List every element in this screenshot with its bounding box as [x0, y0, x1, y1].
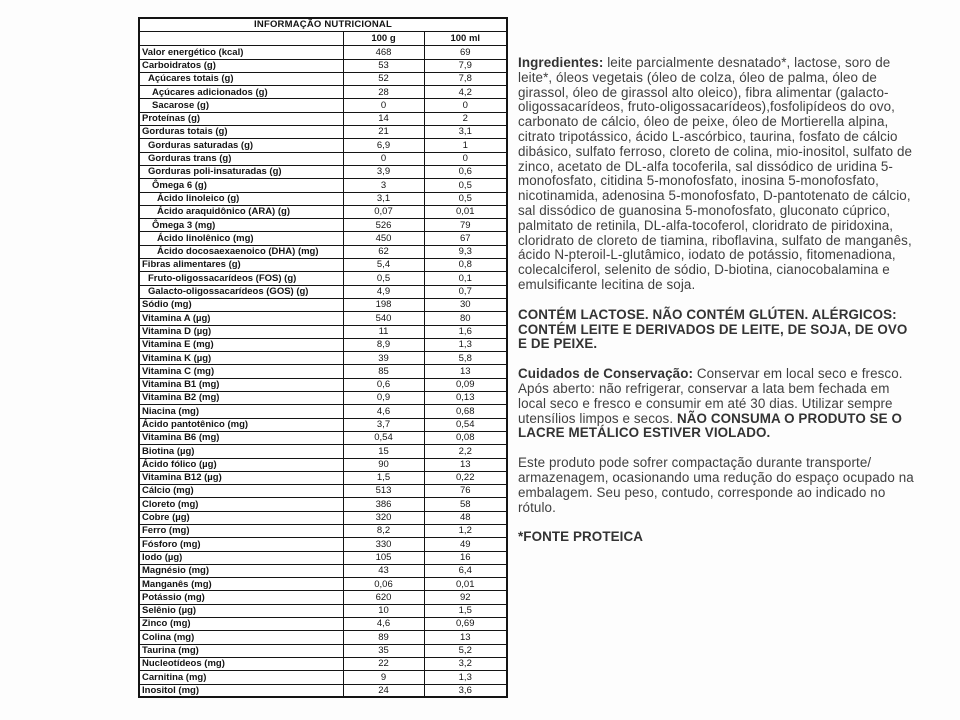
value-100ml: 0,1 [424, 272, 507, 285]
value-100g: 450 [343, 232, 424, 245]
value-100ml: 13 [424, 458, 507, 471]
nutrient-label: Valor energético (kcal) [139, 46, 343, 59]
table-title-row [139, 18, 507, 31]
value-100g: 3,1 [343, 192, 424, 205]
value-100g: 620 [343, 591, 424, 604]
value-100ml: 3,1 [424, 126, 507, 139]
nutrient-label: Manganês (mg) [139, 578, 343, 591]
table-row [139, 245, 507, 258]
table-row [139, 418, 507, 431]
nutrient-label: Taurina (mg) [139, 644, 343, 657]
value-100ml: 48 [424, 511, 507, 524]
nutrient-label: Magnésio (mg) [139, 564, 343, 577]
value-100g: 10 [343, 604, 424, 617]
nutrient-label: Gorduras saturadas (g) [139, 139, 343, 152]
info-panel [518, 56, 918, 560]
table-row [139, 405, 507, 418]
value-100ml: 13 [424, 631, 507, 644]
value-100ml: 79 [424, 219, 507, 232]
nutrient-label: Ácido linoleico (g) [139, 192, 343, 205]
table-row [139, 458, 507, 471]
value-100g: 4,9 [343, 285, 424, 298]
nutrient-label: Vitamina B12 (µg) [139, 471, 343, 484]
value-100ml: 5,2 [424, 644, 507, 657]
nutrient-label: Ômega 3 (mg) [139, 219, 343, 232]
value-100g: 540 [343, 312, 424, 325]
value-100ml: 16 [424, 551, 507, 564]
nutrient-label: Gorduras poli-insaturadas (g) [139, 165, 343, 178]
table-row [139, 524, 507, 537]
table-row [139, 259, 507, 272]
value-100ml: 67 [424, 232, 507, 245]
nutrient-label: Cobre (µg) [139, 511, 343, 524]
value-100ml: 9,3 [424, 245, 507, 258]
value-100ml: 6,4 [424, 564, 507, 577]
value-100ml: 2,2 [424, 445, 507, 458]
value-100g: 468 [343, 46, 424, 59]
ingredients-text: leite parcialmente desnatado*, lactose, soro de leite*, óleos vegetais (óleo de colza, óleo de palma, óleo de girassol, óleo de girassol alto oleico), fibra alimentar (galacto-oligossacarídeos, fruto-oligossacarídeos),fosfolipídeos do ovo, carbonato de cálcio, óleo de peixe, óleo de Mortierella alpina, citrato tripotássico, ácido L-ascórbico, taurina, fosfato de cálcio dibásico, sulfato ferroso, cloreto de colina, mio-inositol, sulfato de zinco, acetato de DL-alfa tocoferila, sal dissódico de uridina 5-monofosfato, citidina 5-monofosfato, inosina 5-monofosfato, nicotinamida, adenosina 5-monofosfato, D-pantotenato de cálcio, sal dissódico de guanosina 5-monofosfato, gluconato cúprico, palmitato de retinila, DL-alfa-tocoferol, cloridrato de piridoxina, cloridrato de cloreto de tiamina, riboflavina, sulfato de manganês, ácido N-pteroil-L-glutâmico, iodato de potássio, fitomenadiona, colecalciferol, selenito de sódio, D-biotina, cianocobalamina e emulsificante lecitina de soja. [518, 55, 913, 292]
value-100ml: 58 [424, 498, 507, 511]
nutrient-label: Ácido linolênico (mg) [139, 232, 343, 245]
value-100ml: 0,7 [424, 285, 507, 298]
nutrient-label: Nucleotídeos (mg) [139, 657, 343, 670]
nutrient-label: Sódio (mg) [139, 298, 343, 311]
nutrient-label: Vitamina A (µg) [139, 312, 343, 325]
value-100ml: 92 [424, 591, 507, 604]
value-100ml: 3,6 [424, 684, 507, 697]
table-row [139, 671, 507, 684]
value-100g: 320 [343, 511, 424, 524]
nutrient-label: Vitamina C (mg) [139, 365, 343, 378]
value-100ml: 0,01 [424, 205, 507, 218]
value-100g: 4,6 [343, 618, 424, 631]
value-100ml: 80 [424, 312, 507, 325]
value-100ml: 69 [424, 46, 507, 59]
value-100g: 22 [343, 657, 424, 670]
nutrition-facts-table [138, 17, 508, 698]
conservation-paragraph [518, 367, 918, 441]
table-row [139, 445, 507, 458]
value-100ml: 0,13 [424, 392, 507, 405]
table-row [139, 365, 507, 378]
nutrient-label: Potássio (mg) [139, 591, 343, 604]
nutrient-label: Carboidratos (g) [139, 59, 343, 72]
value-100g: 3 [343, 179, 424, 192]
value-100ml: 0,5 [424, 192, 507, 205]
value-100g: 105 [343, 551, 424, 564]
value-100ml: 30 [424, 298, 507, 311]
nutrient-label: Cloreto (mg) [139, 498, 343, 511]
value-100g: 89 [343, 631, 424, 644]
empty-header-cell [139, 31, 343, 46]
value-100g: 43 [343, 564, 424, 577]
table-row [139, 205, 507, 218]
nutrient-label: Fruto-oligossacarídeos (FOS) (g) [139, 272, 343, 285]
table-row [139, 99, 507, 112]
value-100g: 11 [343, 325, 424, 338]
value-100ml: 0,01 [424, 578, 507, 591]
table-row [139, 232, 507, 245]
value-100g: 52 [343, 72, 424, 85]
value-100g: 0,5 [343, 272, 424, 285]
value-100ml: 1 [424, 139, 507, 152]
value-100ml: 7,9 [424, 59, 507, 72]
table-row [139, 392, 507, 405]
nutrition-table [138, 17, 508, 698]
nutrient-label: Açúcares totais (g) [139, 72, 343, 85]
table-row [139, 631, 507, 644]
table-row [139, 312, 507, 325]
value-100ml: 0,68 [424, 405, 507, 418]
table-row [139, 219, 507, 232]
table-row [139, 272, 507, 285]
nutrient-label: Carnitina (mg) [139, 671, 343, 684]
value-100g: 0,54 [343, 431, 424, 444]
nutrient-label: Niacina (mg) [139, 405, 343, 418]
ingredients-label: Ingredientes: [518, 55, 604, 70]
table-title: INFORMAÇÃO NUTRICIONAL [139, 18, 507, 31]
nutrient-label: Ácido araquidônico (ARA) (g) [139, 205, 343, 218]
value-100ml: 0,8 [424, 259, 507, 272]
value-100ml: 3,2 [424, 657, 507, 670]
nutrient-label: Fósforo (mg) [139, 538, 343, 551]
value-100g: 35 [343, 644, 424, 657]
value-100ml: 1,5 [424, 604, 507, 617]
nutrient-label: Vitamina B6 (mg) [139, 431, 343, 444]
nutrient-label: Vitamina E (mg) [139, 338, 343, 351]
seal-warning: NÃO CONSUMA O PRODUTO SE O LACRE METÁLICO ESTIVER VIOLADO. [518, 410, 903, 441]
value-100ml: 1,3 [424, 338, 507, 351]
table-row [139, 485, 507, 498]
value-100g: 386 [343, 498, 424, 511]
nutrient-label: Iodo (µg) [139, 551, 343, 564]
value-100g: 39 [343, 352, 424, 365]
value-100g: 5,4 [343, 259, 424, 272]
nutrient-label: Vitamina B2 (mg) [139, 392, 343, 405]
nutrient-label: Biotina (µg) [139, 445, 343, 458]
table-row [139, 298, 507, 311]
table-row [139, 684, 507, 697]
nutrient-label: Sacarose (g) [139, 99, 343, 112]
column-header-100ml: 100 ml [424, 31, 507, 46]
value-100g: 28 [343, 86, 424, 99]
table-row [139, 285, 507, 298]
nutrient-label: Proteínas (g) [139, 112, 343, 125]
table-row [139, 618, 507, 631]
compaction-paragraph: Este produto pode sofrer compactação durante transporte/ armazenagem, ocasionando uma redução do espaço ocupado na embalagem. Seu peso, contudo, corresponde ao indicado no rótulo. [518, 455, 914, 515]
nutrient-label: Ácido fólico (µg) [139, 458, 343, 471]
nutrient-label: Fibras alimentares (g) [139, 259, 343, 272]
value-100ml: 0,22 [424, 471, 507, 484]
table-row [139, 179, 507, 192]
table-row [139, 325, 507, 338]
table-row [139, 192, 507, 205]
nutrient-label: Gorduras trans (g) [139, 152, 343, 165]
value-100g: 24 [343, 684, 424, 697]
nutrient-label: Colina (mg) [139, 631, 343, 644]
table-row [139, 657, 507, 670]
conservation-text: Conservar em local seco e fresco. Após aberto: não refrigerar, conservar a lata bem fechada em local seco e fresco e consumir em até 30 dias. Utilizar sempre utensílios limpos e secos. [518, 366, 903, 426]
nutrient-label: Vitamina K (µg) [139, 352, 343, 365]
nutrient-label: Vitamina D (µg) [139, 325, 343, 338]
value-100g: 0,6 [343, 378, 424, 391]
table-row [139, 59, 507, 72]
value-100g: 3,7 [343, 418, 424, 431]
value-100g: 21 [343, 126, 424, 139]
value-100g: 0,07 [343, 205, 424, 218]
value-100g: 62 [343, 245, 424, 258]
value-100g: 1,5 [343, 471, 424, 484]
value-100ml: 0,09 [424, 378, 507, 391]
table-row [139, 352, 507, 365]
table-row [139, 139, 507, 152]
nutrition-table-body [139, 46, 507, 698]
table-row [139, 152, 507, 165]
value-100g: 0,06 [343, 578, 424, 591]
value-100g: 8,2 [343, 524, 424, 537]
ingredients-paragraph [518, 56, 918, 293]
table-row [139, 112, 507, 125]
value-100g: 3,9 [343, 165, 424, 178]
value-100g: 0 [343, 99, 424, 112]
allergen-statement: CONTÉM LACTOSE. NÃO CONTÉM GLÚTEN. ALÉRGICOS: CONTÉM LEITE E DERIVADOS DE LEITE, DE SOJA, DE OVO E DE PEIXE. [518, 306, 908, 352]
value-100g: 526 [343, 219, 424, 232]
table-row [139, 551, 507, 564]
nutrient-label: Galacto-oligossacarídeos (GOS) (g) [139, 285, 343, 298]
value-100g: 53 [343, 59, 424, 72]
value-100ml: 1,2 [424, 524, 507, 537]
value-100ml: 1,3 [424, 671, 507, 684]
nutrient-label: Ferro (mg) [139, 524, 343, 537]
table-row [139, 591, 507, 604]
value-100g: 85 [343, 365, 424, 378]
value-100ml: 0,54 [424, 418, 507, 431]
value-100g: 90 [343, 458, 424, 471]
value-100g: 330 [343, 538, 424, 551]
table-row [139, 126, 507, 139]
table-row [139, 86, 507, 99]
value-100ml: 2 [424, 112, 507, 125]
column-header-100g: 100 g [343, 31, 424, 46]
table-row [139, 511, 507, 524]
table-row [139, 72, 507, 85]
value-100ml: 13 [424, 365, 507, 378]
value-100ml: 0 [424, 152, 507, 165]
value-100ml: 0,6 [424, 165, 507, 178]
table-row [139, 644, 507, 657]
protein-source-note: *FONTE PROTEICA [518, 529, 643, 545]
nutrient-label: Gorduras totais (g) [139, 126, 343, 139]
value-100ml: 0,5 [424, 179, 507, 192]
table-row [139, 538, 507, 551]
value-100g: 9 [343, 671, 424, 684]
table-row [139, 578, 507, 591]
nutrient-label: Açúcares adicionados (g) [139, 86, 343, 99]
nutrient-label: Ácido pantotênico (mg) [139, 418, 343, 431]
table-row [139, 604, 507, 617]
nutrient-label: Cálcio (mg) [139, 485, 343, 498]
value-100ml: 7,8 [424, 72, 507, 85]
nutrient-label: Inositol (mg) [139, 684, 343, 697]
value-100g: 198 [343, 298, 424, 311]
value-100g: 15 [343, 445, 424, 458]
nutrient-label: Selênio (µg) [139, 604, 343, 617]
table-row [139, 431, 507, 444]
table-row [139, 498, 507, 511]
value-100ml: 5,8 [424, 352, 507, 365]
value-100ml: 4,2 [424, 86, 507, 99]
table-row [139, 46, 507, 59]
value-100g: 14 [343, 112, 424, 125]
value-100g: 4,6 [343, 405, 424, 418]
table-row [139, 471, 507, 484]
value-100g: 513 [343, 485, 424, 498]
table-column-header-row [139, 31, 507, 46]
nutrient-label: Ômega 6 (g) [139, 179, 343, 192]
value-100ml: 76 [424, 485, 507, 498]
value-100g: 6,9 [343, 139, 424, 152]
conservation-label: Cuidados de Conservação: [518, 366, 694, 382]
value-100ml: 0 [424, 99, 507, 112]
table-row [139, 338, 507, 351]
value-100ml: 49 [424, 538, 507, 551]
value-100ml: 0,08 [424, 431, 507, 444]
nutrient-label: Zinco (mg) [139, 618, 343, 631]
table-row [139, 564, 507, 577]
nutrient-label: Vitamina B1 (mg) [139, 378, 343, 391]
nutrient-label: Ácido docosaexaenoico (DHA) (mg) [139, 245, 343, 258]
value-100g: 8,9 [343, 338, 424, 351]
value-100g: 0 [343, 152, 424, 165]
table-row [139, 378, 507, 391]
value-100ml: 0,69 [424, 618, 507, 631]
value-100g: 0,9 [343, 392, 424, 405]
value-100ml: 1,6 [424, 325, 507, 338]
table-row [139, 165, 507, 178]
